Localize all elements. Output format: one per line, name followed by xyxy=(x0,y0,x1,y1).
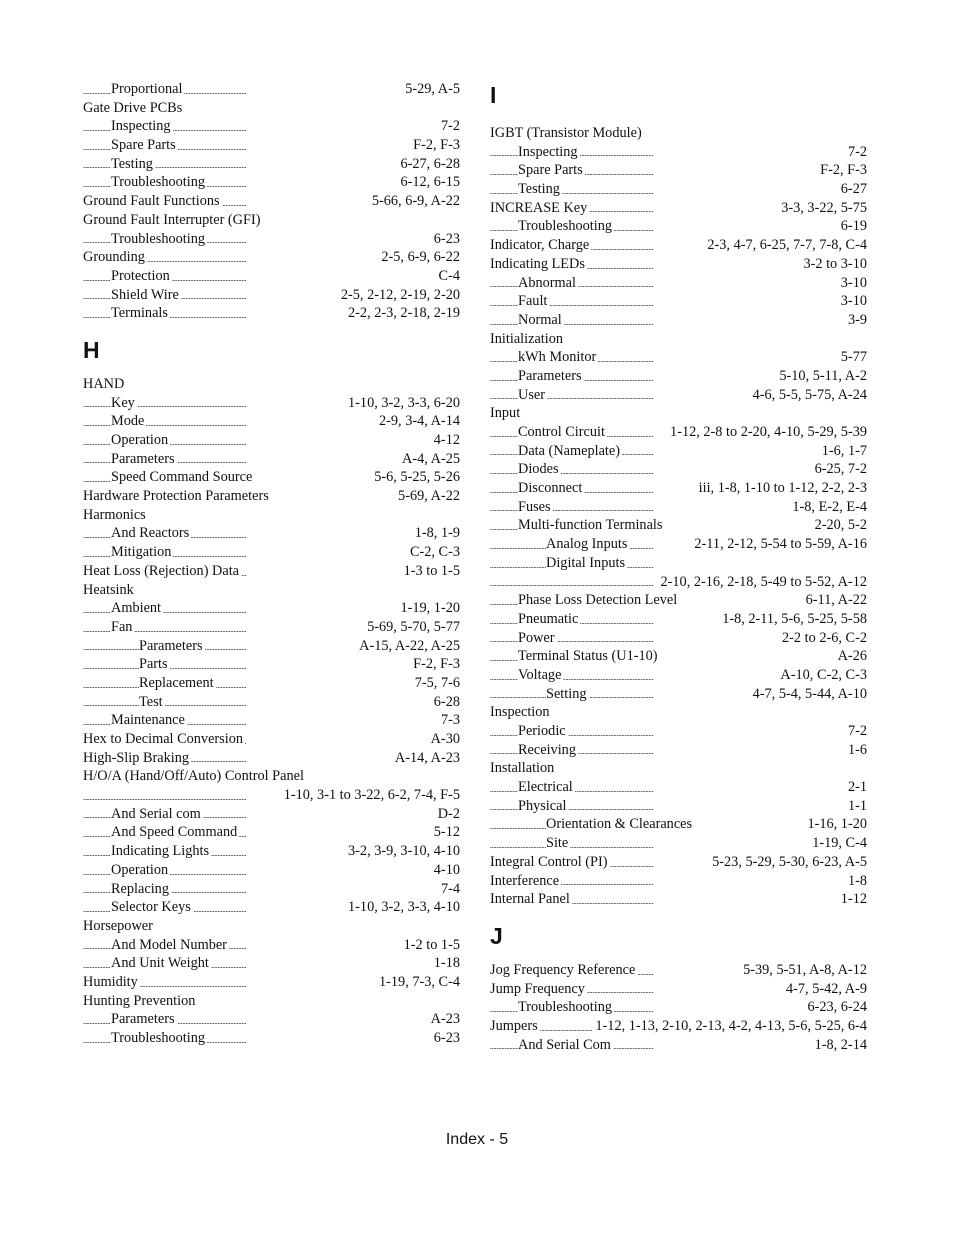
index-entry xyxy=(490,834,867,853)
index-entry xyxy=(83,917,460,936)
index-term: Digital Inputs xyxy=(546,554,626,571)
index-term: Terminal Status (U1-10) xyxy=(518,648,658,665)
index-term: Installation xyxy=(490,760,555,777)
index-entry xyxy=(83,599,460,618)
index-entry xyxy=(490,535,867,554)
index-entry xyxy=(490,143,867,162)
index-entry xyxy=(83,192,460,211)
index-entry xyxy=(83,99,460,118)
index-page-refs: 1-16, 1-20 xyxy=(804,815,867,834)
index-term: High-Slip Braking xyxy=(83,749,190,766)
index-entry xyxy=(83,973,460,992)
index-page-refs: 5-12 xyxy=(431,823,460,842)
index-term: Selector Keys xyxy=(111,899,191,916)
index-entry xyxy=(490,124,867,143)
index-term: Jog Frequency Reference xyxy=(490,961,636,978)
index-page-refs: A-30 xyxy=(428,730,460,749)
index-page-refs: A-26 xyxy=(835,647,867,666)
index-entry xyxy=(83,581,460,600)
index-page-refs: 1-8, 1-9 xyxy=(412,524,460,543)
index-term: Parameters xyxy=(518,367,582,384)
index-entry xyxy=(490,423,867,442)
index-term: Phase Loss Detection Level xyxy=(518,592,678,609)
index-term: Setting xyxy=(546,685,587,702)
index-term: Key xyxy=(111,394,135,411)
index-page-refs: 3-2 to 3-10 xyxy=(800,255,867,274)
index-term: Hex to Decimal Conversion xyxy=(83,731,244,747)
index-entry xyxy=(83,543,460,562)
index-term: Replacing xyxy=(111,880,169,897)
index-page-refs: A-14, A-23 xyxy=(392,749,460,768)
index-term: Jumpers xyxy=(490,1017,538,1034)
index-entry xyxy=(83,450,460,469)
index-entry xyxy=(490,1017,867,1036)
index-entry xyxy=(83,80,460,99)
index-entry xyxy=(83,211,460,230)
index-entry xyxy=(490,479,867,498)
index-page-refs: 6-25, 7-2 xyxy=(812,460,867,479)
index-page-refs: A-15, A-22, A-25 xyxy=(356,637,460,656)
index-term: Electrical xyxy=(518,779,573,796)
index-term: And Unit Weight xyxy=(111,955,209,972)
index-term: Test xyxy=(139,693,163,710)
index-entry xyxy=(83,230,460,249)
index-term: Physical xyxy=(518,797,567,814)
index-page-refs: 1-2 to 1-5 xyxy=(401,936,460,955)
index-term: Harmonics xyxy=(83,506,146,523)
index-entry xyxy=(490,666,867,685)
index-entry xyxy=(83,267,460,286)
index-entry xyxy=(490,236,867,255)
index-term: Troubleshooting xyxy=(518,999,613,1016)
index-entry xyxy=(490,610,867,629)
index-term: And Model Number xyxy=(111,936,227,953)
index-page-refs: 6-11, A-22 xyxy=(803,591,867,610)
index-term: Data (Nameplate) xyxy=(518,442,621,459)
index-page-refs: F-2, F-3 xyxy=(817,161,867,180)
index-page-refs: 5-10, 5-11, A-2 xyxy=(776,367,867,386)
index-term: Site xyxy=(546,835,569,852)
index-term: Operation xyxy=(111,861,169,878)
index-term: Voltage xyxy=(518,666,562,683)
index-term: Heatsink xyxy=(83,581,134,598)
page-footer: Index - 5 xyxy=(445,1131,509,1148)
index-term: Testing xyxy=(518,181,560,198)
index-term: Terminals xyxy=(111,305,168,322)
index-page-refs: 2-9, 3-4, A-14 xyxy=(376,412,460,431)
index-entry xyxy=(83,842,460,861)
index-entry xyxy=(490,872,867,891)
index-entry xyxy=(83,506,460,525)
index-term: Spare Parts xyxy=(111,137,176,154)
index-term: Inspecting xyxy=(518,143,578,160)
index-term: Internal Panel xyxy=(490,891,570,908)
index-entry xyxy=(490,1036,867,1055)
index-term: And Serial Com xyxy=(518,1036,611,1053)
index-entry xyxy=(490,217,867,236)
index-term: H/O/A (Hand/Off/Auto) Control Panel xyxy=(83,768,304,785)
index-term: Power xyxy=(518,629,555,646)
index-term: Analog Inputs xyxy=(546,536,628,553)
index-term: Replacement xyxy=(139,674,214,691)
index-page-refs: 1-8, 2-14 xyxy=(812,1036,867,1055)
index-page-refs: 4-10 xyxy=(431,861,460,880)
index-entry xyxy=(83,730,460,749)
index-page-refs: 1-8, 2-11, 5-6, 5-25, 5-58 xyxy=(719,610,867,629)
index-term: Parameters xyxy=(111,1011,175,1028)
index-page-refs: C-4 xyxy=(436,267,460,286)
index-page-refs: D-2 xyxy=(435,805,460,824)
index-page-refs: 1-1 xyxy=(845,797,867,816)
index-term: Inspecting xyxy=(111,118,171,135)
index-term: Fuses xyxy=(518,498,551,515)
index-term: Parameters xyxy=(139,637,203,654)
index-term: Shield Wire xyxy=(111,286,179,303)
index-entry xyxy=(83,1010,460,1029)
index-term: Multi-function Terminals xyxy=(518,517,663,534)
index-entry xyxy=(490,629,867,648)
index-entry xyxy=(490,255,867,274)
index-page-refs: 1-3 to 1-5 xyxy=(401,562,460,581)
index-entry xyxy=(490,778,867,797)
index-term: And Speed Command xyxy=(111,824,238,841)
index-page-refs: 5-39, 5-51, A-8, A-12 xyxy=(740,961,867,980)
index-page-refs: 3-10 xyxy=(838,274,867,293)
index-term: Troubleshooting xyxy=(518,218,613,235)
index-page-refs: 6-19 xyxy=(838,217,867,236)
index-term: Protection xyxy=(111,267,170,284)
index-entry xyxy=(83,992,460,1011)
index-page-refs: 2-5, 6-9, 6-22 xyxy=(378,248,460,267)
index-term: Maintenance xyxy=(111,712,185,729)
index-entry xyxy=(490,367,867,386)
index-term: Operation xyxy=(111,432,169,448)
index-entry xyxy=(83,674,460,693)
index-page-refs: 5-6, 5-25, 5-26 xyxy=(371,468,460,487)
index-entry xyxy=(83,861,460,880)
index-term: Integral Control (PI) xyxy=(490,853,608,870)
index-entry xyxy=(83,880,460,899)
index-entry xyxy=(490,516,867,535)
index-page-refs: 1-19, 1-20 xyxy=(397,599,460,618)
index-page-refs: 4-7, 5-42, A-9 xyxy=(783,980,867,999)
index-page-refs: 1-8, E-2, E-4 xyxy=(789,498,867,517)
index-term: Control Circuit xyxy=(518,424,605,440)
index-entry xyxy=(490,722,867,741)
index-page-refs: C-2, C-3 xyxy=(407,543,460,562)
index-page-refs: 6-23 xyxy=(431,1029,460,1048)
index-page-refs: 4-7, 5-4, 5-44, A-10 xyxy=(750,685,867,704)
index-page-refs: A-23 xyxy=(428,1010,460,1029)
index-term: Troubleshooting xyxy=(111,1030,206,1046)
index-entry xyxy=(490,591,867,610)
index-page-refs: 2-1 xyxy=(845,778,867,797)
index-page-refs: 7-5, 7-6 xyxy=(412,674,460,693)
index-entry xyxy=(83,117,460,136)
index-entry xyxy=(83,468,460,487)
index-entry xyxy=(490,460,867,479)
index-entry xyxy=(490,961,867,980)
index-entry xyxy=(490,573,867,592)
index-entry xyxy=(490,685,867,704)
index-term: Hardware Protection Parameters xyxy=(83,488,269,505)
index-page-refs: 5-23, 5-29, 5-30, 6-23, A-5 xyxy=(709,853,867,872)
index-term: Orientation & Clearances xyxy=(546,816,693,833)
index-term: Abnormal xyxy=(518,274,576,291)
index-term: kWh Monitor xyxy=(518,349,597,366)
index-entry xyxy=(83,286,460,305)
index-term: User xyxy=(518,386,545,403)
index-page-refs: 6-12, 6-15 xyxy=(397,173,460,192)
index-page-refs: 2-3, 4-7, 6-25, 7-7, 7-8, C-4 xyxy=(704,236,867,255)
index-page-refs: 7-4 xyxy=(438,880,460,899)
index-entry xyxy=(490,554,867,573)
index-column-right xyxy=(490,80,867,1054)
index-entry xyxy=(83,155,460,174)
index-page-refs: 2-20, 5-2 xyxy=(812,516,867,535)
index-entry xyxy=(490,890,867,909)
index-term: Input xyxy=(490,405,521,422)
index-page-refs: 3-9 xyxy=(845,311,867,330)
index-entry xyxy=(83,823,460,842)
index-term: Grounding xyxy=(83,249,145,266)
index-entry xyxy=(490,330,867,349)
index-page-refs: 1-10, 3-2, 3-3, 4-10 xyxy=(345,898,460,917)
index-page-refs: 1-18 xyxy=(431,954,460,973)
index-entry xyxy=(490,311,867,330)
index-page-refs: 1-12 xyxy=(838,890,867,909)
index-page-refs: F-2, F-3 xyxy=(410,655,460,674)
index-entry xyxy=(490,274,867,293)
index-entry xyxy=(83,898,460,917)
index-page-refs: 1-10, 3-2, 3-3, 6-20 xyxy=(345,394,460,413)
index-entry xyxy=(83,954,460,973)
index-term: Mode xyxy=(111,413,145,430)
section-letter: J xyxy=(490,922,503,949)
index-page-refs: 2-2 to 2-6, C-2 xyxy=(779,629,867,648)
index-term: Jump Frequency xyxy=(490,980,585,997)
index-entry xyxy=(83,375,460,394)
index-page-refs: 1-10, 3-1 to 3-22, 6-2, 7-4, F-5 xyxy=(281,786,460,805)
index-entry xyxy=(83,786,460,805)
index-page-refs: 5-66, 6-9, A-22 xyxy=(369,192,460,211)
index-term: Troubleshooting xyxy=(111,230,206,247)
index-term: Fan xyxy=(111,618,133,635)
index-term: Disconnect xyxy=(518,480,583,497)
index-term: Ground Fault Functions xyxy=(83,193,220,210)
index-term: Gate Drive PCBs xyxy=(83,99,183,116)
index-page-refs: 3-2, 3-9, 3-10, 4-10 xyxy=(345,842,460,861)
index-entry xyxy=(490,180,867,199)
index-page-refs: F-2, F-3 xyxy=(410,136,460,155)
index-page-refs: 7-2 xyxy=(845,143,867,162)
index-entry xyxy=(490,797,867,816)
index-term: Diodes xyxy=(518,461,559,478)
index-page-refs: 6-27, 6-28 xyxy=(397,155,460,174)
index-page-refs: 2-10, 2-16, 2-18, 5-49 to 5-52, A-12 xyxy=(658,573,868,592)
index-page-refs: 7-2 xyxy=(845,722,867,741)
index-term: Parts xyxy=(139,656,168,673)
index-entry xyxy=(490,998,867,1017)
index-term: Fault xyxy=(518,293,548,310)
index-page-refs: 1-8 xyxy=(845,872,867,891)
index-entry xyxy=(490,759,867,778)
index-term: Inspection xyxy=(490,704,550,721)
index-term: Indicator, Charge xyxy=(490,237,590,254)
index-term: Mitigation xyxy=(111,544,172,561)
index-term: HAND xyxy=(83,375,125,392)
section-letter: H xyxy=(83,336,100,363)
index-entry xyxy=(83,711,460,730)
index-entry xyxy=(83,562,460,581)
index-term: Pneumatic xyxy=(518,610,579,627)
section-letter: I xyxy=(490,82,497,108)
index-page-refs: 2-2, 2-3, 2-18, 2-19 xyxy=(345,304,460,323)
index-entry xyxy=(490,348,867,367)
index-term: Parameters xyxy=(111,450,175,467)
index-page-refs: 4-12 xyxy=(431,431,460,450)
index-entry xyxy=(490,980,867,999)
index-page-refs: 1-12, 2-8 to 2-20, 4-10, 5-29, 5-39 xyxy=(667,423,867,442)
index-page-refs: 4-6, 5-5, 5-75, A-24 xyxy=(750,386,867,405)
index-entry xyxy=(490,853,867,872)
index-term: IGBT (Transistor Module) xyxy=(490,125,642,141)
index-term: Normal xyxy=(518,311,562,328)
index-term: Speed Command Source xyxy=(111,469,253,486)
index-term: INCREASE Key xyxy=(490,199,588,216)
index-term: Initialization xyxy=(490,330,564,347)
index-page-refs: 6-23 xyxy=(431,230,460,249)
index-page-refs: 1-19, 7-3, C-4 xyxy=(376,973,460,992)
index-page-refs: 5-69, 5-70, 5-77 xyxy=(364,618,460,637)
index-term: Spare Parts xyxy=(518,162,583,179)
index-entry xyxy=(83,487,460,506)
index-entry xyxy=(490,386,867,405)
index-term: Indicating Lights xyxy=(111,843,210,860)
index-term: Receiving xyxy=(518,741,576,758)
index-entry xyxy=(83,749,460,768)
index-entry xyxy=(83,767,460,786)
index-entry xyxy=(490,815,867,834)
index-term: Humidity xyxy=(83,973,138,990)
index-term: And Reactors xyxy=(111,525,190,542)
index-term: Horsepower xyxy=(83,917,153,934)
index-entry xyxy=(83,431,460,450)
index-entry xyxy=(83,805,460,824)
index-page-refs: iii, 1-8, 1-10 to 1-12, 2-2, 2-3 xyxy=(696,479,867,498)
index-term: Proportional xyxy=(111,81,183,97)
index-page-refs: 2-5, 2-12, 2-19, 2-20 xyxy=(338,286,460,305)
index-entry xyxy=(83,693,460,712)
index-page-refs: 5-77 xyxy=(838,348,867,367)
index-term: Heat Loss (Rejection) Data xyxy=(83,562,240,579)
index-term: Troubleshooting xyxy=(111,174,206,191)
index-term: And Serial com xyxy=(111,805,201,822)
index-entry xyxy=(83,412,460,431)
index-entry xyxy=(490,741,867,760)
index-entry xyxy=(83,248,460,267)
index-page-refs: 6-27 xyxy=(838,180,867,199)
index-page-refs: 1-6, 1-7 xyxy=(819,442,867,461)
index-entry xyxy=(83,524,460,543)
index-term: Ambient xyxy=(111,600,162,617)
index-entry xyxy=(83,618,460,637)
index-page-refs: 1-12, 1-13, 2-10, 2-13, 4-2, 4-13, 5-6, 5-25, 6-4 xyxy=(592,1017,867,1036)
index-term: Ground Fault Interrupter (GFI) xyxy=(83,211,261,228)
index-term: Interference xyxy=(490,872,560,889)
index-term: Periodic xyxy=(518,723,566,739)
index-entry xyxy=(490,292,867,311)
index-page-refs: 3-3, 3-22, 5-75 xyxy=(778,199,867,218)
index-term: Testing xyxy=(111,155,153,172)
index-page-refs: A-10, C-2, C-3 xyxy=(777,666,867,685)
index-entry xyxy=(490,161,867,180)
index-entry xyxy=(83,136,460,155)
index-entry xyxy=(83,394,460,413)
index-page-refs: 7-2 xyxy=(438,117,460,136)
index-entry xyxy=(490,498,867,517)
index-page-refs: 5-69, A-22 xyxy=(395,487,460,506)
index-entry xyxy=(490,404,867,423)
index-term: Indicating LEDs xyxy=(490,255,585,272)
index-entry xyxy=(83,173,460,192)
index-entry xyxy=(490,703,867,722)
index-entry xyxy=(83,1029,460,1048)
index-entry xyxy=(490,442,867,461)
index-entry xyxy=(490,199,867,218)
index-page-refs: 7-3 xyxy=(438,711,460,730)
index-entry xyxy=(83,304,460,323)
index-page-refs: 3-10 xyxy=(838,292,867,311)
index-page-refs: A-4, A-25 xyxy=(399,450,460,469)
index-column-left xyxy=(83,80,460,1048)
index-page-refs: 1-6 xyxy=(845,741,867,760)
index-entry xyxy=(83,637,460,656)
index-page-refs: 6-28 xyxy=(431,693,460,712)
index-term: Hunting Prevention xyxy=(83,992,196,1009)
index-entry xyxy=(83,655,460,674)
index-entry xyxy=(490,647,867,666)
index-page-refs: 1-19, C-4 xyxy=(809,834,867,853)
index-entry xyxy=(83,936,460,955)
index-page-refs: 2-11, 2-12, 5-54 to 5-59, A-16 xyxy=(691,535,867,554)
index-page-refs: 5-29, A-5 xyxy=(402,80,460,99)
index-page-refs: 6-23, 6-24 xyxy=(804,998,867,1017)
